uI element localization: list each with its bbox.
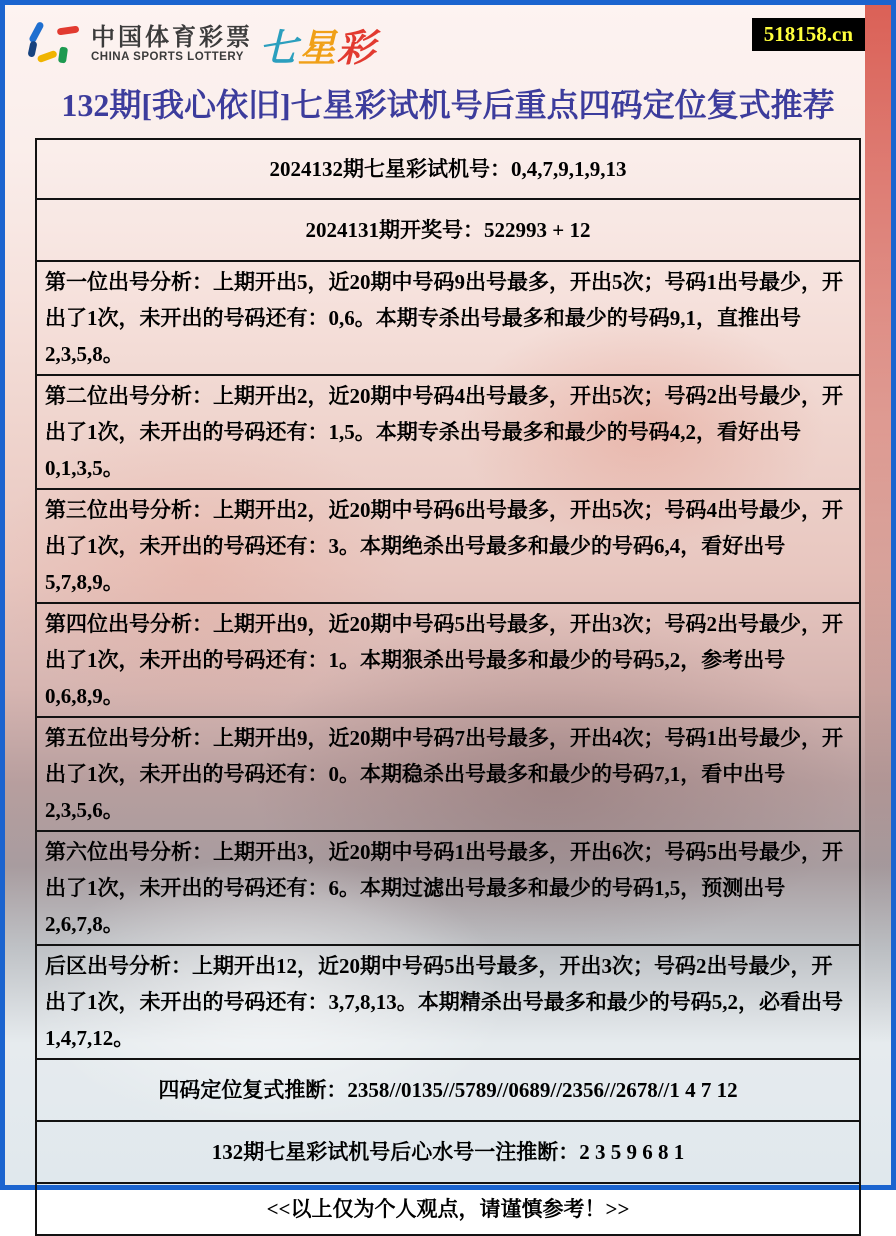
row-back-zone (37, 946, 859, 1060)
brand-logo (27, 17, 376, 72)
site-badge: 518158.cn (752, 18, 865, 51)
row-four-code (37, 1060, 859, 1122)
product-char-3: 彩 (337, 27, 377, 70)
sports-lottery-logo-icon (27, 19, 83, 69)
analysis-table (35, 138, 861, 1236)
row-text: 第五位出号分析：上期开出9，近20期中号码7出号最多，开出4次；号码1出号最少，开出了1次，未开出的号码还有：0。本期稳杀出号最多和最少的号码7,1，看中出号2,3,5,6。 (45, 726, 843, 822)
brand-name-en: CHINA SPORTS LOTTERY (91, 50, 244, 63)
product-char-2: 星 (298, 27, 338, 70)
row-position-6 (37, 832, 859, 946)
row-text: 2024131期开奖号：522993 + 12 (305, 218, 591, 242)
row-position-5 (37, 718, 859, 832)
header (5, 5, 891, 75)
page-title: 132期[我心依旧]七星彩试机号后重点四码定位复式推荐 (61, 87, 835, 123)
row-text: 2024132期七星彩试机号：0,4,7,9,1,9,13 (269, 157, 627, 181)
row-text: 后区出号分析：上期开出12，近20期中号码5出号最多，开出3次；号码2出号最少，开出了1次，未开出的号码还有：3,7,8,13。本期精杀出号最多和最少的号码5,2，必看出号1,4,7,12。 (45, 954, 843, 1050)
brand-text (91, 25, 253, 64)
row-position-1 (37, 262, 859, 376)
row-position-2 (37, 376, 859, 490)
row-text: 132期七星彩试机号后心水号一注推断：2 3 5 9 6 8 1 (211, 1140, 685, 1164)
row-text: 第六位出号分析：上期开出3，近20期中号码1出号最多，开出6次；号码5出号最少，开出了1次，未开出的号码还有：6。本期过滤出号最多和最少的号码1,5，预测出号2,6,7,8。 (45, 840, 843, 936)
row-text: 第三位出号分析：上期开出2，近20期中号码6出号最多，开出5次；号码4出号最少，开出了1次，未开出的号码还有：3。本期绝杀出号最多和最少的号码6,4，看好出号5,7,8,9。 (45, 498, 843, 594)
row-text: 第一位出号分析：上期开出5，近20期中号码9出号最多，开出5次；号码1出号最少，开出了1次，未开出的号码还有：0,6。本期专杀出号最多和最少的号码9,1，直推出号2,3,5,8。 (45, 270, 843, 366)
row-disclaimer (37, 1184, 859, 1234)
row-text: 第四位出号分析：上期开出9，近20期中号码5出号最多，开出3次；号码2出号最少，开出了1次，未开出的号码还有：1。本期狠杀出号最多和最少的号码5,2，参考出号0,6,8,9。 (45, 612, 843, 708)
row-last-draw (37, 200, 859, 262)
row-text: <<以上仅为个人观点，请谨慎参考！>> (266, 1197, 630, 1221)
row-text: 第二位出号分析：上期开出2，近20期中号码4出号最多，开出5次；号码2出号最少，开出了1次，未开出的号码还有：1,5。本期专杀出号最多和最少的号码4,2，看好出号0,1,3,5。 (45, 384, 843, 480)
row-text: 四码定位复式推断：2358//0135//5789//0689//2356//2678//1 4 7 12 (158, 1078, 738, 1102)
row-lucky-pick (37, 1122, 859, 1184)
row-position-3 (37, 490, 859, 604)
row-test-number (37, 140, 859, 200)
product-name-qixingcai (259, 17, 376, 72)
product-char-1: 七 (259, 27, 299, 70)
row-position-4 (37, 604, 859, 718)
brand-name-cn: 中国体育彩票 (91, 23, 253, 51)
